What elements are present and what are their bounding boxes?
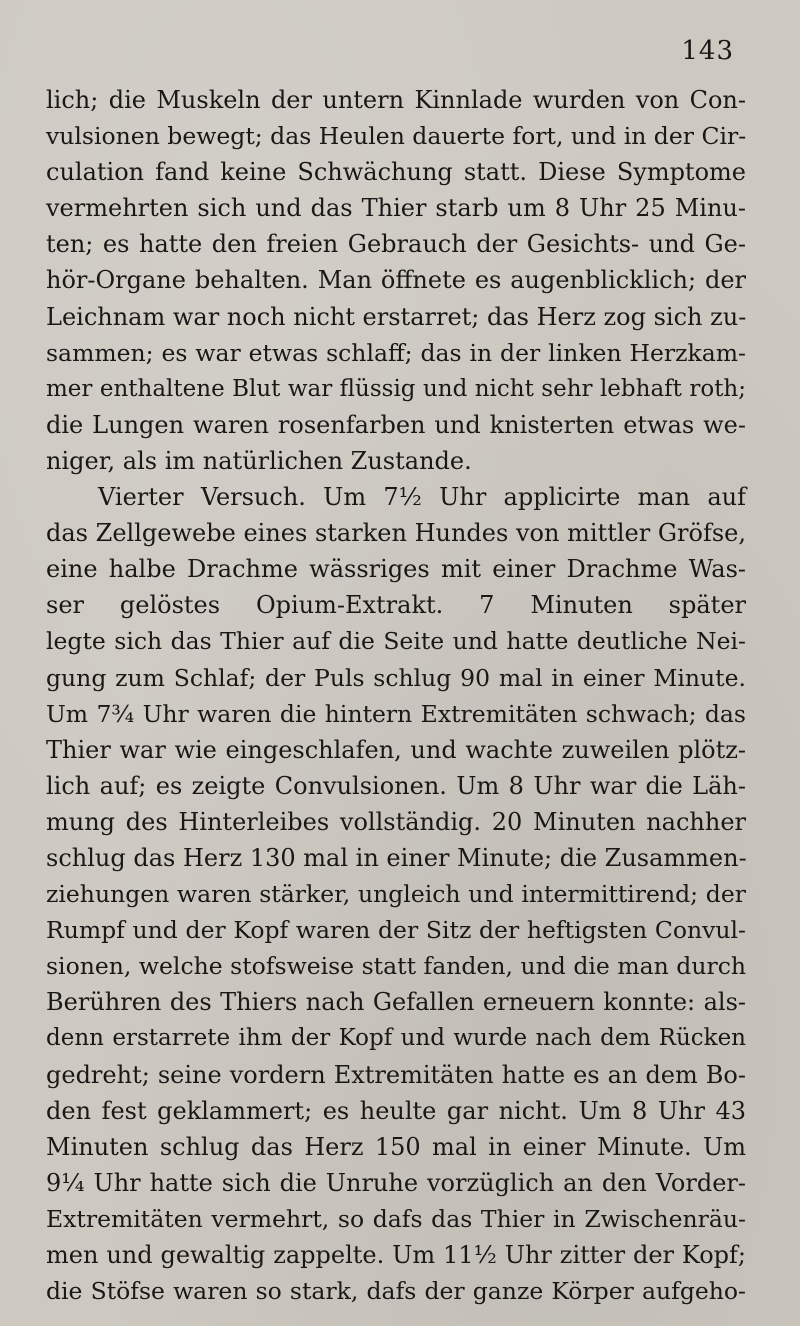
text-line: sionen, welche stofsweise statt fanden, und die man durch (46, 952, 746, 981)
page-number: 143 (681, 36, 734, 66)
text-line: 9¼ Uhr hatte sich die Unruhe vorzüglich an den Vorder- (46, 1168, 746, 1197)
text-line: sammen; es war etwas schlaff; das in der linken Herzkam- (46, 338, 746, 367)
text-line: Extremitäten vermehrt, so dafs das Thier in Zwischenräu- (46, 1204, 746, 1233)
text-line: mung des Hinterleibes vollständig. 20 Minuten nachher (46, 807, 746, 836)
text-line: vermehrten sich und das Thier starb um 8 Uhr 25 Minu- (46, 194, 746, 223)
text-line: die Stöfse waren so stark, dafs der ganze Körper aufgeho- (46, 1277, 746, 1306)
text-line: hör-Organe behalten. Man öffnete es augenblicklich; der (46, 266, 746, 295)
text-line: die Lungen waren rosenfarben und knisterten etwas we- (46, 410, 746, 439)
text-line: schlug das Herz 130 mal in einer Minute; die Zusammen- (46, 843, 747, 872)
text-line: men und gewaltig zappelte. Um 11½ Uhr zitter der Kopf; (46, 1241, 746, 1269)
text-line: mer enthaltene Blut war flüssig und nicht sehr lebhaft roth; (46, 375, 746, 402)
text-line: eine halbe Drachme wässriges mit einer Drachme Was- (46, 555, 746, 584)
paragraph-end-line: niger, als im natürlichen Zustande. (46, 446, 472, 475)
text-line: lich; die Muskeln der untern Kinnlade wurden von Con- (46, 86, 746, 114)
text-line: gung zum Schlaf; der Puls schlug 90 mal in einer Minute. (46, 663, 746, 692)
section-heading-line: Vierter Versuch. Um 7½ Uhr applicirte man auf (98, 483, 746, 512)
text-line: das Zellgewebe eines starken Hundes von mittler Gröfse, (46, 519, 746, 548)
text-line: Leichnam war noch nicht erstarret; das Herz zog sich zu- (46, 302, 747, 331)
text-line: gedreht; seine vordern Extremitäten hatte es an dem Bo- (46, 1060, 746, 1089)
text-line: legte sich das Thier auf die Seite und hatte deutliche Nei- (46, 627, 746, 656)
text-line: vulsionen bewegt; das Heulen dauerte fort, und in der Cir- (46, 122, 747, 151)
text-line: Um 7¾ Uhr waren die hintern Extremitäten schwach; das (46, 699, 746, 728)
text-line: Thier war wie eingeschlafen, und wachte zuweilen plötz- (46, 735, 746, 764)
text-line: lich auf; es zeigte Convulsionen. Um 8 Uhr war die Läh- (46, 771, 746, 800)
text-line: Minuten schlug das Herz 150 mal in einer Minute. Um (46, 1132, 746, 1161)
text-line: ziehungen waren stärker, ungleich und intermittirend; der (46, 880, 746, 909)
text-line: denn erstarrete ihm der Kopf und wurde nach dem Rücken (46, 1025, 746, 1052)
body-text (46, 82, 746, 1309)
text-line: Rumpf und der Kopf waren der Sitz der heftigsten Convul- (46, 916, 746, 945)
text-line: ten; es hatte den freien Gebrauch der Gesichts- und Ge- (46, 230, 746, 259)
text-line: culation fand keine Schwächung statt. Diese Symptome (46, 158, 746, 187)
text-line: Berühren des Thiers nach Gefallen erneuern konnte: als- (46, 988, 746, 1017)
text-line: ser gelöstes Opium-Extrakt. 7 Minuten später (46, 591, 746, 620)
text-line: den fest geklammert; es heulte gar nicht. Um 8 Uhr 43 (46, 1096, 746, 1125)
